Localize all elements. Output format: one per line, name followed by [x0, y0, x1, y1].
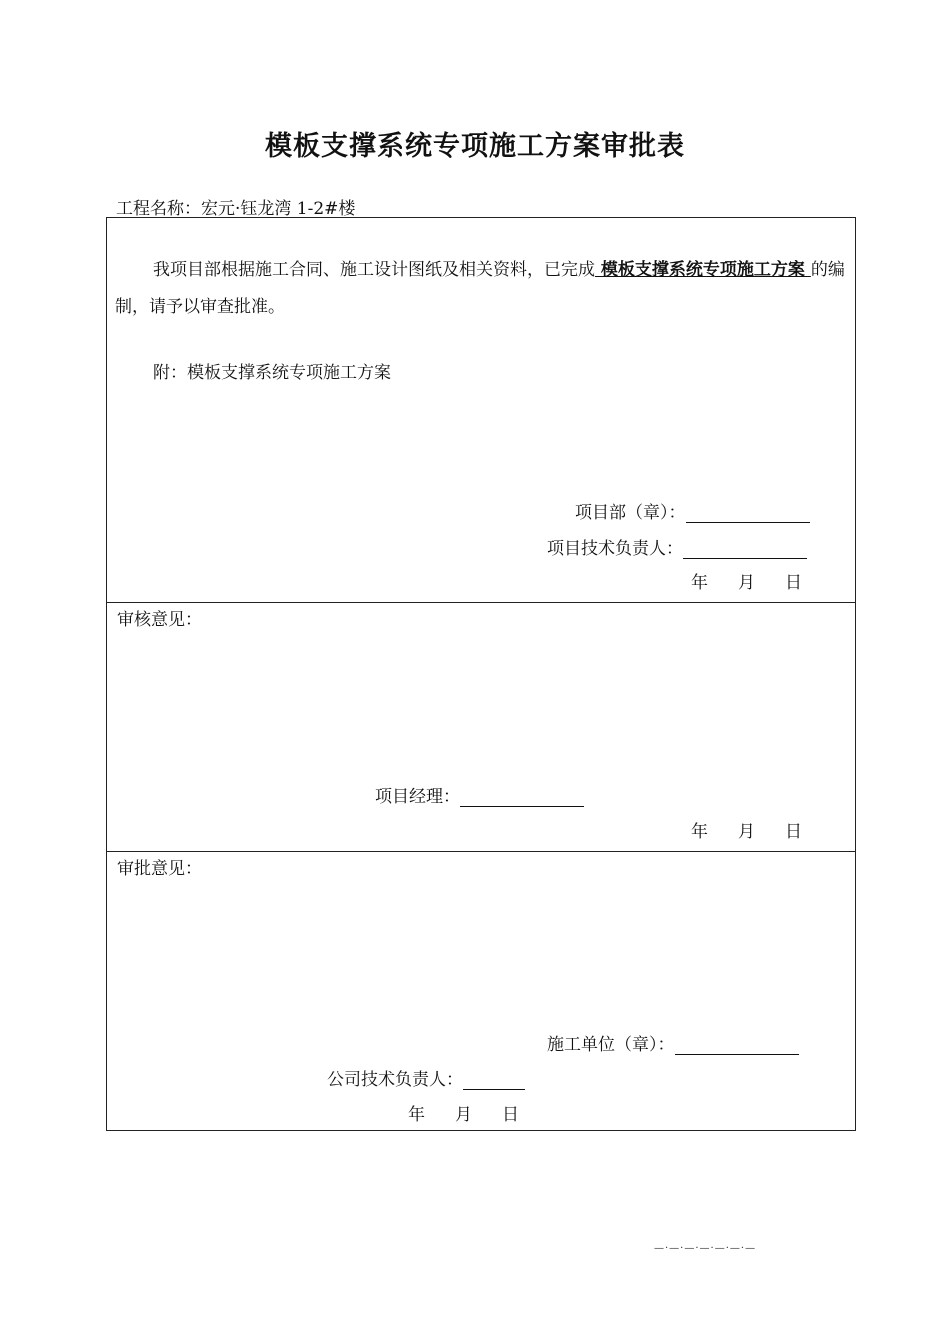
tech-lead-blank [683, 540, 807, 559]
project-manager-blank [460, 788, 584, 807]
date-year: 年 [691, 573, 708, 593]
submission-text-after: 的编制，请予以审查批准。 [115, 260, 845, 317]
footer-mark: —·—·—·—·—·—·— [654, 1243, 757, 1254]
project-manager-line [375, 782, 584, 807]
unit-seal-blank [675, 1036, 799, 1055]
unit-seal-line [547, 1030, 799, 1055]
approval-opinion-heading: 审批意见： [117, 859, 202, 879]
dept-seal-label: 项目部（章）： [575, 503, 686, 523]
dept-seal-blank [686, 504, 810, 523]
form-title: 模板支撑系统专项施工方案审批表 [265, 131, 685, 162]
date-month: 月 [738, 822, 755, 842]
date-year: 年 [408, 1105, 425, 1125]
date-month: 月 [738, 573, 755, 593]
approval-form-table [106, 217, 856, 1131]
attachment-note: 附：模板支撑系统专项施工方案 [153, 363, 391, 383]
project-name-line [116, 194, 355, 219]
company-tech-lead-line [327, 1065, 525, 1090]
submission-plan-name: 模板支撑系统专项施工方案 [595, 260, 811, 280]
submission-text-before: 我项目部根据施工合同、施工设计图纸及相关资料，已完成 [153, 260, 595, 280]
project-manager-label: 项目经理： [375, 787, 460, 807]
date-year: 年 [691, 822, 708, 842]
project-name-label: 工程名称： [116, 199, 201, 219]
tech-lead-line [547, 534, 807, 559]
section-divider-2 [107, 851, 855, 852]
dept-seal-line [575, 498, 810, 523]
project-name-value: 宏元·钰龙湾 1-2#楼 [201, 199, 356, 219]
date-day: 日 [785, 573, 802, 593]
review-opinion-heading: 审核意见： [117, 610, 202, 630]
company-tech-lead-label: 公司技术负责人： [327, 1070, 463, 1090]
section3-date [408, 1100, 519, 1125]
section1-date [691, 568, 802, 593]
submission-paragraph [115, 252, 850, 326]
company-tech-lead-blank [463, 1071, 525, 1090]
date-day: 日 [502, 1105, 519, 1125]
section-divider-1 [107, 602, 855, 603]
tech-lead-label: 项目技术负责人： [547, 539, 683, 559]
section2-date [691, 817, 802, 842]
date-month: 月 [455, 1105, 472, 1125]
unit-seal-label: 施工单位（章）： [547, 1035, 675, 1055]
date-day: 日 [785, 822, 802, 842]
